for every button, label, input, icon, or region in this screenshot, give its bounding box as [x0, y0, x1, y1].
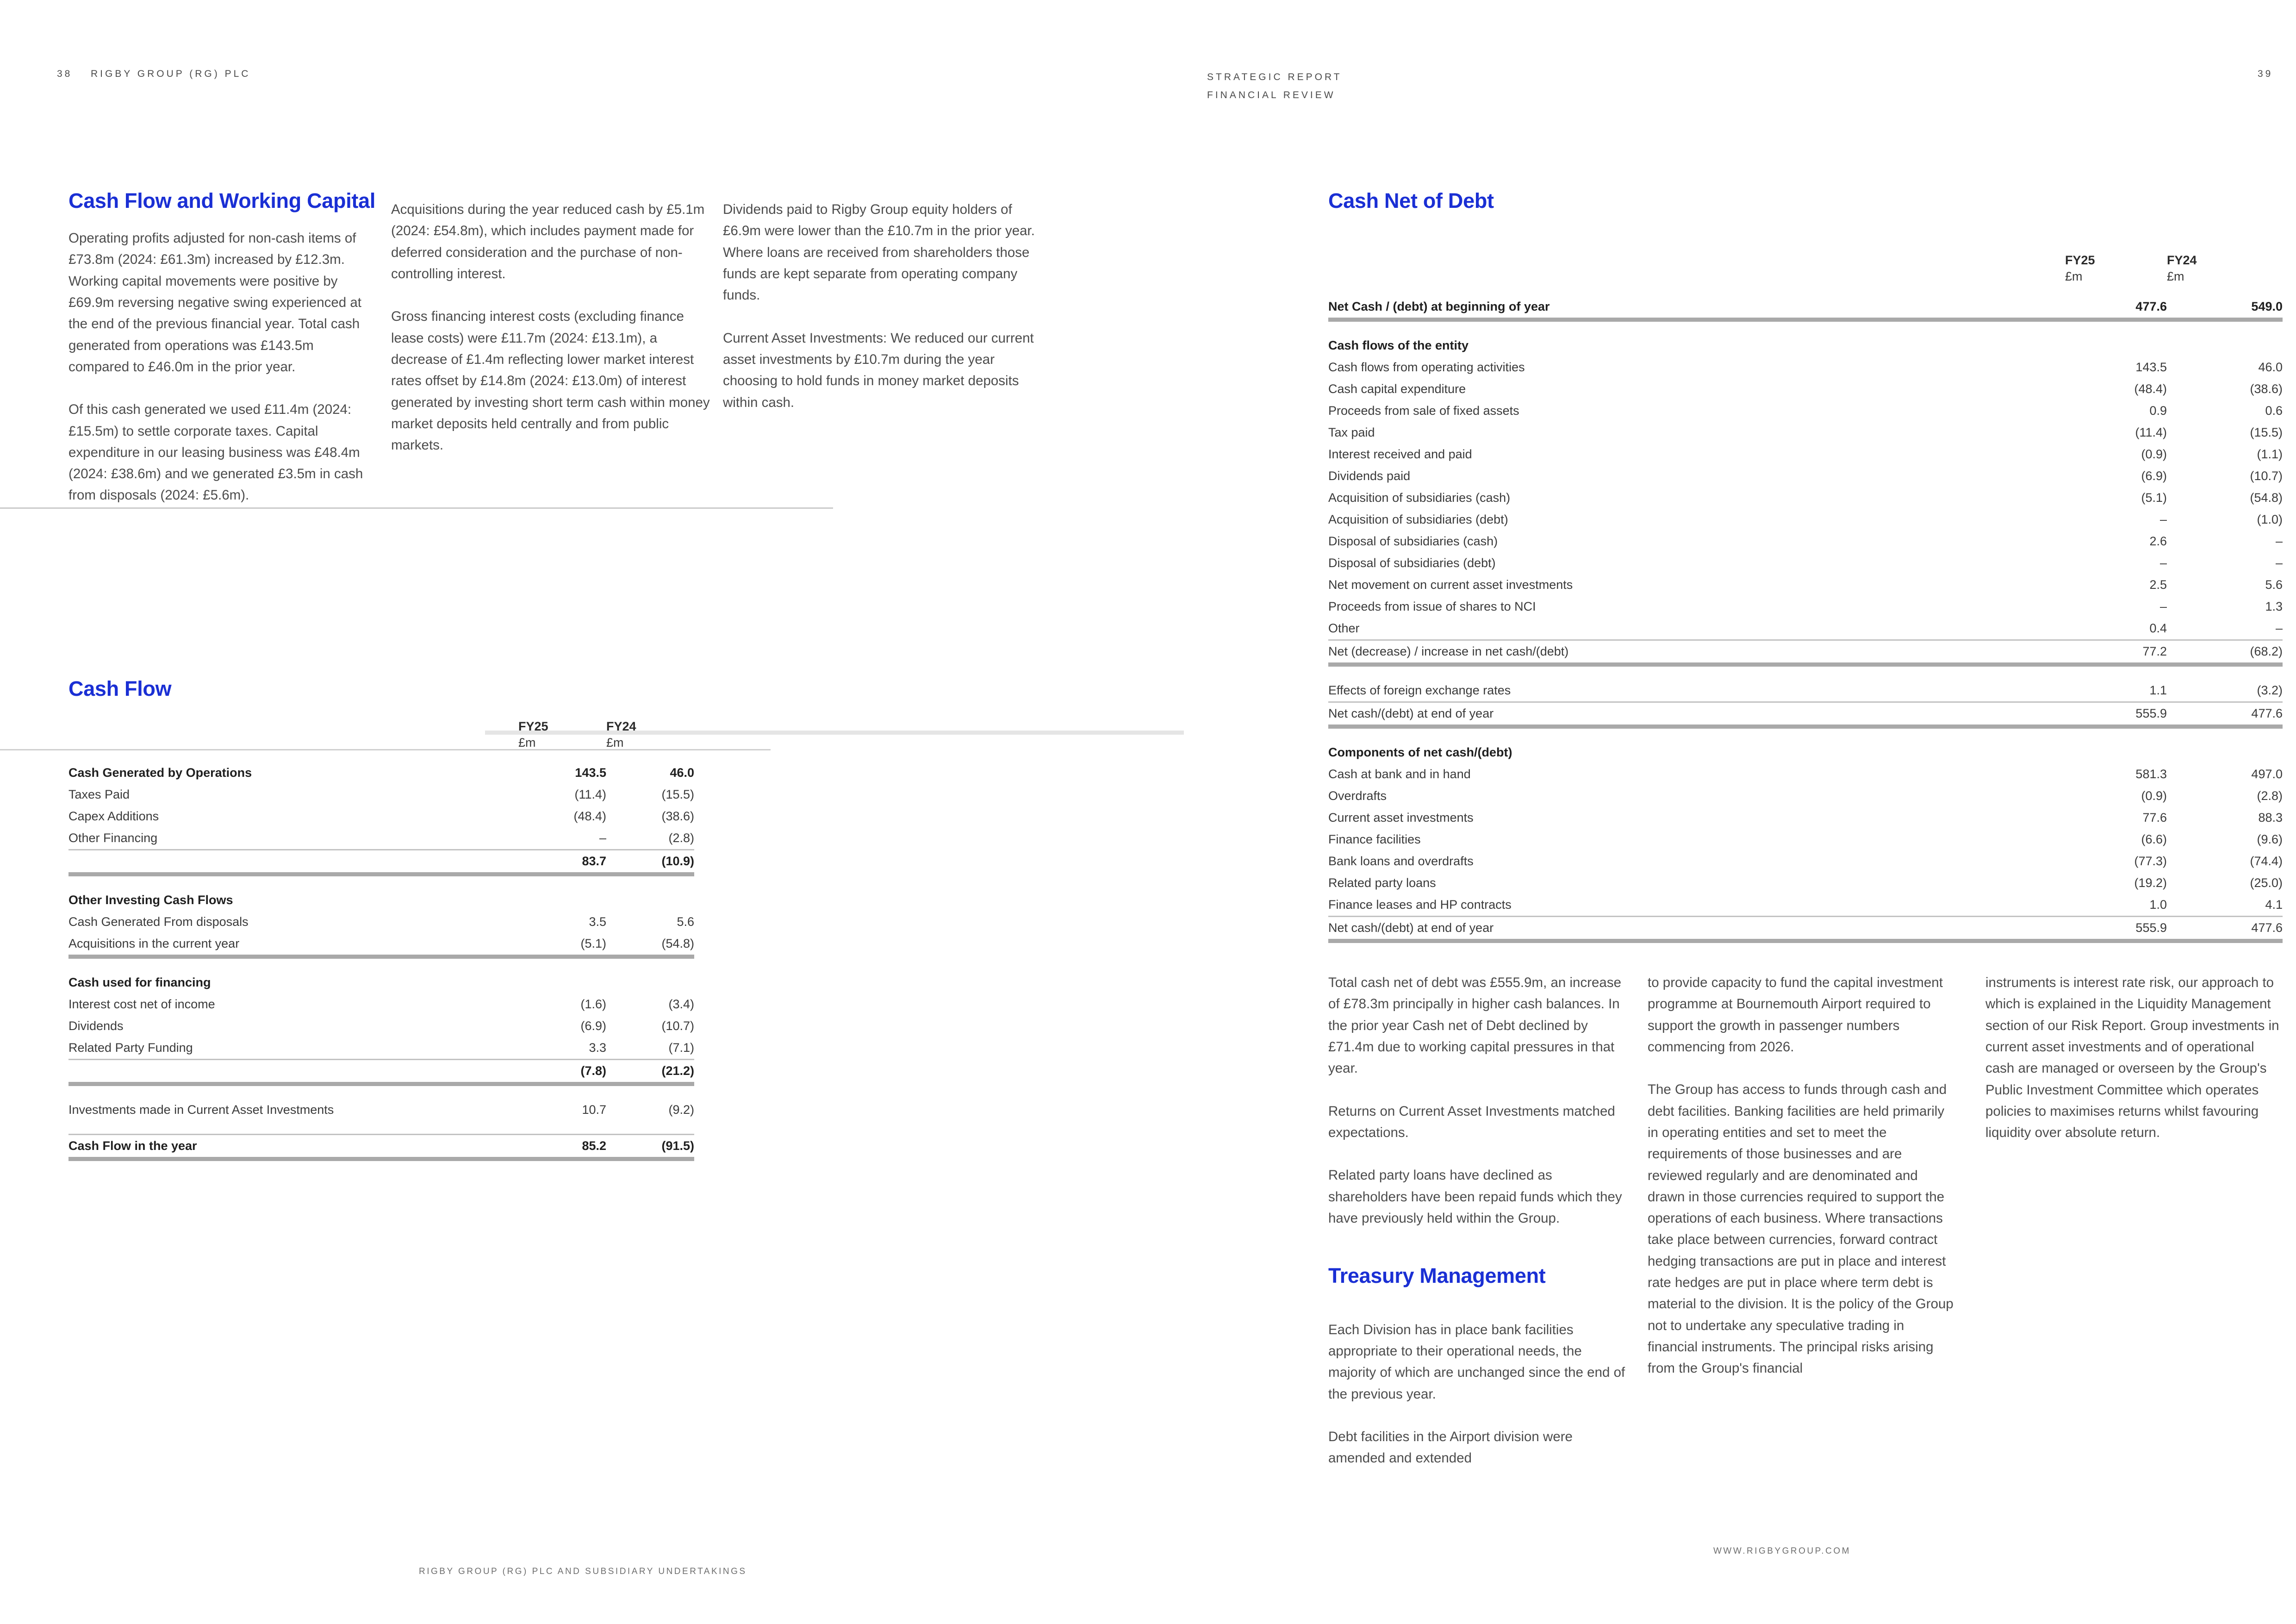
- table-row: [1328, 400, 2283, 422]
- row-value-fy24: (1.1): [2257, 447, 2283, 461]
- table-row: [1328, 322, 2283, 335]
- left-column-2: [391, 199, 711, 477]
- row-label: Cash flows of the entity: [1328, 338, 1469, 352]
- row-label: Capex Additions: [68, 809, 159, 823]
- row-value-fy24: (2.8): [2257, 789, 2283, 803]
- row-label: Dividends: [68, 1019, 124, 1033]
- row-label: Other Investing Cash Flows: [68, 893, 233, 907]
- row-value-fy24: (15.5): [2250, 425, 2283, 439]
- table-row: [68, 827, 694, 850]
- paragraph: Each Division has in place bank facilities appropriate to their operational needs, the majority of which are unchanged since the end of the previous year.: [1328, 1322, 1625, 1402]
- table-row: [1328, 763, 2283, 785]
- section-header-line1: STRATEGIC REPORT: [1207, 72, 1342, 82]
- row-value-fy24: (21.2): [661, 1064, 694, 1078]
- row-label: Cash flows from operating activities: [1328, 360, 1525, 374]
- table-row: [68, 933, 694, 959]
- unit-label: £m: [2167, 269, 2184, 283]
- section-header: [1207, 69, 1342, 105]
- row-value-fy25: –: [2159, 600, 2167, 613]
- row-value-fy25: 77.6: [2142, 811, 2167, 824]
- table-row: [1328, 872, 2283, 894]
- row-label: Interest cost net of income: [68, 997, 215, 1011]
- row-label: Acquisitions in the current year: [68, 937, 240, 950]
- row-value-fy24: (9.2): [668, 1103, 694, 1117]
- table-row: [1328, 531, 2283, 552]
- row-label: Net cash/(debt) at end of year: [1328, 706, 1494, 720]
- row-value-fy24: (3.2): [2257, 683, 2283, 697]
- row-label: Net movement on current asset investments: [1328, 578, 1573, 592]
- row-value-fy25: 1.1: [2149, 683, 2167, 697]
- row-label: Finance leases and HP contracts: [1328, 898, 1512, 912]
- row-value-fy24: 1.3: [2265, 600, 2283, 613]
- cash-net-of-debt-table-units: [1328, 269, 2283, 296]
- table-row: [1328, 618, 2283, 641]
- table-row: [68, 876, 694, 889]
- row-label: Dividends paid: [1328, 469, 1411, 483]
- row-value-fy25: 2.5: [2149, 578, 2167, 592]
- row-value-fy24: 46.0: [670, 766, 694, 780]
- row-label: Cash Generated From disposals: [68, 915, 249, 929]
- row-label: Related party loans: [1328, 876, 1436, 890]
- row-value-fy24: (25.0): [2250, 876, 2283, 890]
- table-row: [1328, 487, 2283, 509]
- table-row: [1328, 729, 2283, 742]
- table-row: [1328, 894, 2283, 917]
- row-value-fy24: 477.6: [2251, 921, 2283, 935]
- row-value-fy25: 3.3: [589, 1041, 606, 1055]
- page-number-right: 39: [2258, 69, 2273, 79]
- row-label: Cash at bank and in hand: [1328, 767, 1471, 781]
- table-row: [1328, 850, 2283, 872]
- heading-cash-flow: Cash Flow: [68, 677, 172, 700]
- row-value-fy24: 5.6: [2265, 578, 2283, 592]
- table-row: [1328, 574, 2283, 596]
- table-row: [68, 850, 694, 876]
- row-value-fy25: (6.6): [2141, 832, 2167, 846]
- row-value-fy25: 1.0: [2149, 898, 2167, 912]
- left-column-3: [723, 199, 1050, 435]
- unit-label: £m: [606, 736, 624, 750]
- row-value-fy25: (48.4): [573, 809, 606, 823]
- paragraph: Returns on Current Asset Investments matched expectations.: [1328, 1103, 1615, 1140]
- table-row: [68, 1015, 694, 1037]
- footer-right: WWW.RIGBYGROUP.COM: [1713, 1546, 1851, 1556]
- table-row: [68, 972, 694, 993]
- row-value-fy25: 0.4: [2149, 621, 2167, 635]
- paragraph: Related party loans have declined as shareholders have been repaid funds which they have previously held within the Group.: [1328, 1168, 1622, 1226]
- row-value-fy24: (1.0): [2257, 512, 2283, 526]
- row-value-fy25: 3.5: [589, 915, 606, 929]
- page-number-left: 38: [57, 69, 73, 79]
- row-value-fy25: (1.6): [580, 997, 606, 1011]
- row-value-fy24: –: [2275, 621, 2283, 635]
- row-label: Proceeds from sale of fixed assets: [1328, 404, 1519, 418]
- table-row: [1328, 785, 2283, 807]
- table-row: [1328, 509, 2283, 531]
- row-value-fy25: (6.9): [2141, 469, 2167, 483]
- right-column-3: [1985, 972, 2285, 1165]
- row-value-fy25: (11.4): [574, 787, 606, 801]
- table-row: [1328, 378, 2283, 400]
- row-value-fy25: 143.5: [575, 766, 606, 780]
- row-label: Net Cash / (debt) at beginning of year: [1328, 300, 1550, 313]
- paragraph: instruments is interest rate risk, our approach to which is explained in the Liquidity Management section of our Risk Report. Group investments in current asset investments and of operational cash are managed or overseen by the Group's Public Investment Committee which operates policies to maximises returns whilst favouring liquidity over absolute return.: [1985, 975, 2279, 1141]
- row-value-fy25: (11.4): [2135, 425, 2167, 439]
- row-label: Cash Flow in the year: [68, 1139, 197, 1153]
- row-value-fy24: (15.5): [661, 787, 694, 801]
- row-label: Effects of foreign exchange rates: [1328, 683, 1511, 697]
- row-value-fy25: 477.6: [2135, 300, 2167, 313]
- row-value-fy24: (91.5): [661, 1139, 694, 1153]
- table-row: [1328, 829, 2283, 850]
- row-label: Related Party Funding: [68, 1041, 193, 1055]
- cash-flow-table-header: [68, 718, 694, 735]
- table-row: [1328, 641, 2283, 667]
- row-value-fy25: –: [2159, 556, 2167, 570]
- row-value-fy24: 5.6: [677, 915, 694, 929]
- row-value-fy24: (54.8): [661, 937, 694, 950]
- row-label: Cash capital expenditure: [1328, 382, 1466, 396]
- table-row: [68, 806, 694, 827]
- row-value-fy24: (3.4): [668, 997, 694, 1011]
- table-row: [68, 1060, 694, 1086]
- row-value-fy25: (5.1): [2141, 491, 2167, 505]
- row-label: Disposal of subsidiaries (cash): [1328, 534, 1498, 548]
- row-value-fy25: 581.3: [2135, 767, 2167, 781]
- row-value-fy24: (10.7): [661, 1019, 694, 1033]
- row-value-fy24: (9.6): [2257, 832, 2283, 846]
- row-label: Other: [1328, 621, 1360, 635]
- table-row: [1328, 742, 2283, 763]
- table-row: [1328, 443, 2283, 465]
- paragraph: Debt facilities in the Airport division were amended and extended: [1328, 1429, 1573, 1466]
- table-row: [68, 993, 694, 1015]
- row-value-fy25: 83.7: [582, 854, 606, 868]
- table-row: [68, 784, 694, 806]
- table-row: [1328, 680, 2283, 703]
- row-label: Cash Generated by Operations: [68, 766, 252, 780]
- table-row: [1328, 422, 2283, 443]
- row-value-fy25: (0.9): [2141, 789, 2167, 803]
- paragraph: Acquisitions during the year reduced cash by £5.1m (2024: £54.8m), which includes payment made for deferred consideration and the purchase of non-controlling interest.: [391, 202, 705, 281]
- table-row: [68, 959, 694, 972]
- row-value-fy24: (10.7): [2250, 469, 2283, 483]
- paragraph: Gross financing interest costs (excluding finance lease costs) were £11.7m (2024: £13.1m), a decrease of £1.4m reflecting lower market interest rates offset by £14.8m (2024: £13.0m) of interest generated by investing short term cash within money market deposits held centrally and from public markets.: [391, 309, 710, 453]
- row-value-fy24: 497.0: [2251, 767, 2283, 781]
- row-value-fy25: (48.4): [2134, 382, 2167, 396]
- footer-left: RIGBY GROUP (RG) PLC AND SUBSIDIARY UNDERTAKINGS: [419, 1567, 747, 1576]
- row-value-fy24: (38.6): [661, 809, 694, 823]
- row-value-fy24: 477.6: [2251, 706, 2283, 720]
- row-value-fy24: 46.0: [2258, 360, 2283, 374]
- row-label: Interest received and paid: [1328, 447, 1472, 461]
- table-row: [1328, 356, 2283, 378]
- row-value-fy24: 4.1: [2265, 898, 2283, 912]
- row-label: Bank loans and overdrafts: [1328, 854, 1474, 868]
- table-row: [68, 1121, 694, 1134]
- left-column-1: [68, 228, 378, 528]
- paragraph: Operating profits adjusted for non-cash items of £73.8m (2024: £61.3m) increased by £12.3m. Working capital movements were positive by £69.9m reversing negative swing experienced at the end of the previous financial year. Total cash generated from operations was £143.5m compared to £46.0m in the prior year.: [68, 231, 361, 375]
- row-value-fy24: (38.6): [2250, 382, 2283, 396]
- heading-treasury-management: Treasury Management: [1328, 1264, 1546, 1288]
- row-value-fy24: (7.1): [668, 1041, 694, 1055]
- paragraph: Of this cash generated we used £11.4m (2024: £15.5m) to settle corporate taxes. Capital expenditure in our leasing business was £48.4m (2024: £38.6m) and we generated £3.5m in cash from disposals (2024: £5.6m).: [68, 402, 363, 503]
- row-label: Cash used for financing: [68, 975, 211, 989]
- row-label: Disposal of subsidiaries (debt): [1328, 556, 1496, 570]
- row-label: Components of net cash/(debt): [1328, 745, 1512, 759]
- right-column-1-top: [1328, 972, 1628, 1229]
- column-header-fy24: FY24: [2167, 253, 2197, 267]
- row-label: Net cash/(debt) at end of year: [1328, 921, 1494, 935]
- table-row: [1328, 552, 2283, 574]
- row-label: Proceeds from issue of shares to NCI: [1328, 600, 1536, 613]
- paragraph: Total cash net of debt was £555.9m, an increase of £78.3m principally in higher cash balances. In the prior year Cash net of Debt declined by £71.4m due to working capital pressures in that year.: [1328, 975, 1621, 1076]
- row-value-fy25: 143.5: [2135, 360, 2167, 374]
- cash-flow-table-units: [68, 735, 694, 762]
- heading-cash-flow-and-working-capital: Cash Flow and Working Capital: [68, 189, 376, 212]
- row-value-fy25: (0.9): [2141, 447, 2167, 461]
- table-row: [1328, 465, 2283, 487]
- row-value-fy25: (5.1): [580, 937, 606, 950]
- row-value-fy25: –: [2159, 512, 2167, 526]
- row-label: Tax paid: [1328, 425, 1375, 439]
- paragraph: to provide capacity to fund the capital investment programme at Bournemouth Airport required to support the growth in passenger numbers commencing from 2026.: [1648, 975, 1943, 1055]
- paragraph: The Group has access to funds through cash and debt facilities. Banking facilities are held primarily in operating entities and set to meet the requirements of those businesses and are reviewed regularly and are denominated and drawn in those currencies required to support the operations of each business. Where transactions take place between currencies, forward contract hedging transactions are put in place and interest rate hedges are put in place where term debt is material to the division. It is the policy of the Group not to undertake any speculative trading in financial instruments. The principal risks arising from the Group's financial: [1648, 1082, 1954, 1376]
- table-row: [68, 1086, 694, 1099]
- table-row: [1328, 667, 2283, 680]
- row-value-fy25: 555.9: [2135, 706, 2167, 720]
- table-row: [1328, 807, 2283, 829]
- row-value-fy25: –: [599, 831, 606, 845]
- table-row: [68, 1037, 694, 1060]
- row-value-fy24: –: [2275, 556, 2283, 570]
- row-label: Current asset investments: [1328, 811, 1474, 824]
- cash-net-of-debt-table-header: [1328, 252, 2283, 269]
- row-value-fy24: 88.3: [2258, 811, 2283, 824]
- row-label: Other Financing: [68, 831, 158, 845]
- row-value-fy25: (6.9): [580, 1019, 606, 1033]
- table-row: [68, 889, 694, 911]
- table-row: [68, 1099, 694, 1121]
- row-value-fy24: 549.0: [2251, 300, 2283, 313]
- paragraph: Dividends paid to Rigby Group equity holders of £6.9m were lower than the £10.7m in the prior year. Where loans are received from shareholders those funds are kept separate from operating company funds.: [723, 202, 1035, 303]
- row-value-fy24: (2.8): [668, 831, 694, 845]
- table-row: [1328, 335, 2283, 356]
- row-label: Investments made in Current Asset Investments: [68, 1103, 334, 1117]
- row-value-fy24: –: [2275, 534, 2283, 548]
- row-value-fy25: 10.7: [582, 1103, 606, 1117]
- row-value-fy25: (7.8): [580, 1064, 606, 1078]
- column-header-fy25: FY25: [2065, 253, 2095, 267]
- right-column-1-treasury: [1328, 1319, 1628, 1469]
- row-value-fy24: (74.4): [2250, 854, 2283, 868]
- right-column-2: [1648, 972, 1957, 1401]
- row-label: Taxes Paid: [68, 787, 130, 801]
- unit-label: £m: [2065, 269, 2083, 283]
- unit-label: £m: [518, 736, 536, 750]
- row-label: Acquisition of subsidiaries (debt): [1328, 512, 1508, 526]
- paragraph: Current Asset Investments: We reduced our current asset investments by £10.7m during the year choosing to hold funds in money market deposits within cash.: [723, 330, 1034, 410]
- column-header-fy24: FY24: [606, 719, 636, 733]
- row-label: Finance facilities: [1328, 832, 1421, 846]
- company-name-header: RIGBY GROUP (RG) PLC: [91, 69, 251, 79]
- row-value-fy25: (77.3): [2134, 854, 2167, 868]
- table-row: [68, 762, 694, 784]
- row-value-fy25: 77.2: [2142, 644, 2167, 658]
- table-row: [68, 911, 694, 933]
- row-value-fy24: (54.8): [2250, 491, 2283, 505]
- row-value-fy25: 85.2: [582, 1139, 606, 1153]
- right-column-1: [1328, 972, 1628, 1491]
- section-header-line2: FINANCIAL REVIEW: [1207, 89, 1336, 100]
- table-row: [1328, 596, 2283, 618]
- row-label: Net (decrease) / increase in net cash/(debt): [1328, 644, 1569, 658]
- column-header-fy25: FY25: [518, 719, 548, 733]
- row-value-fy25: 2.6: [2149, 534, 2167, 548]
- row-label: Overdrafts: [1328, 789, 1387, 803]
- row-label: Acquisition of subsidiaries (cash): [1328, 491, 1511, 505]
- row-value-fy24: (68.2): [2250, 644, 2283, 658]
- row-value-fy24: (10.9): [661, 854, 694, 868]
- row-value-fy25: 555.9: [2135, 921, 2167, 935]
- table-row: [1328, 703, 2283, 729]
- heading-cash-net-of-debt: Cash Net of Debt: [1328, 189, 1494, 212]
- table-row: [1328, 917, 2283, 943]
- table-row: [1328, 296, 2283, 322]
- row-value-fy25: 0.9: [2149, 404, 2167, 418]
- table-row: [68, 1134, 694, 1161]
- row-value-fy24: 0.6: [2265, 404, 2283, 418]
- row-value-fy25: (19.2): [2134, 876, 2167, 890]
- cash-flow-table: [68, 718, 694, 1161]
- cash-net-of-debt-table: [1328, 252, 2283, 943]
